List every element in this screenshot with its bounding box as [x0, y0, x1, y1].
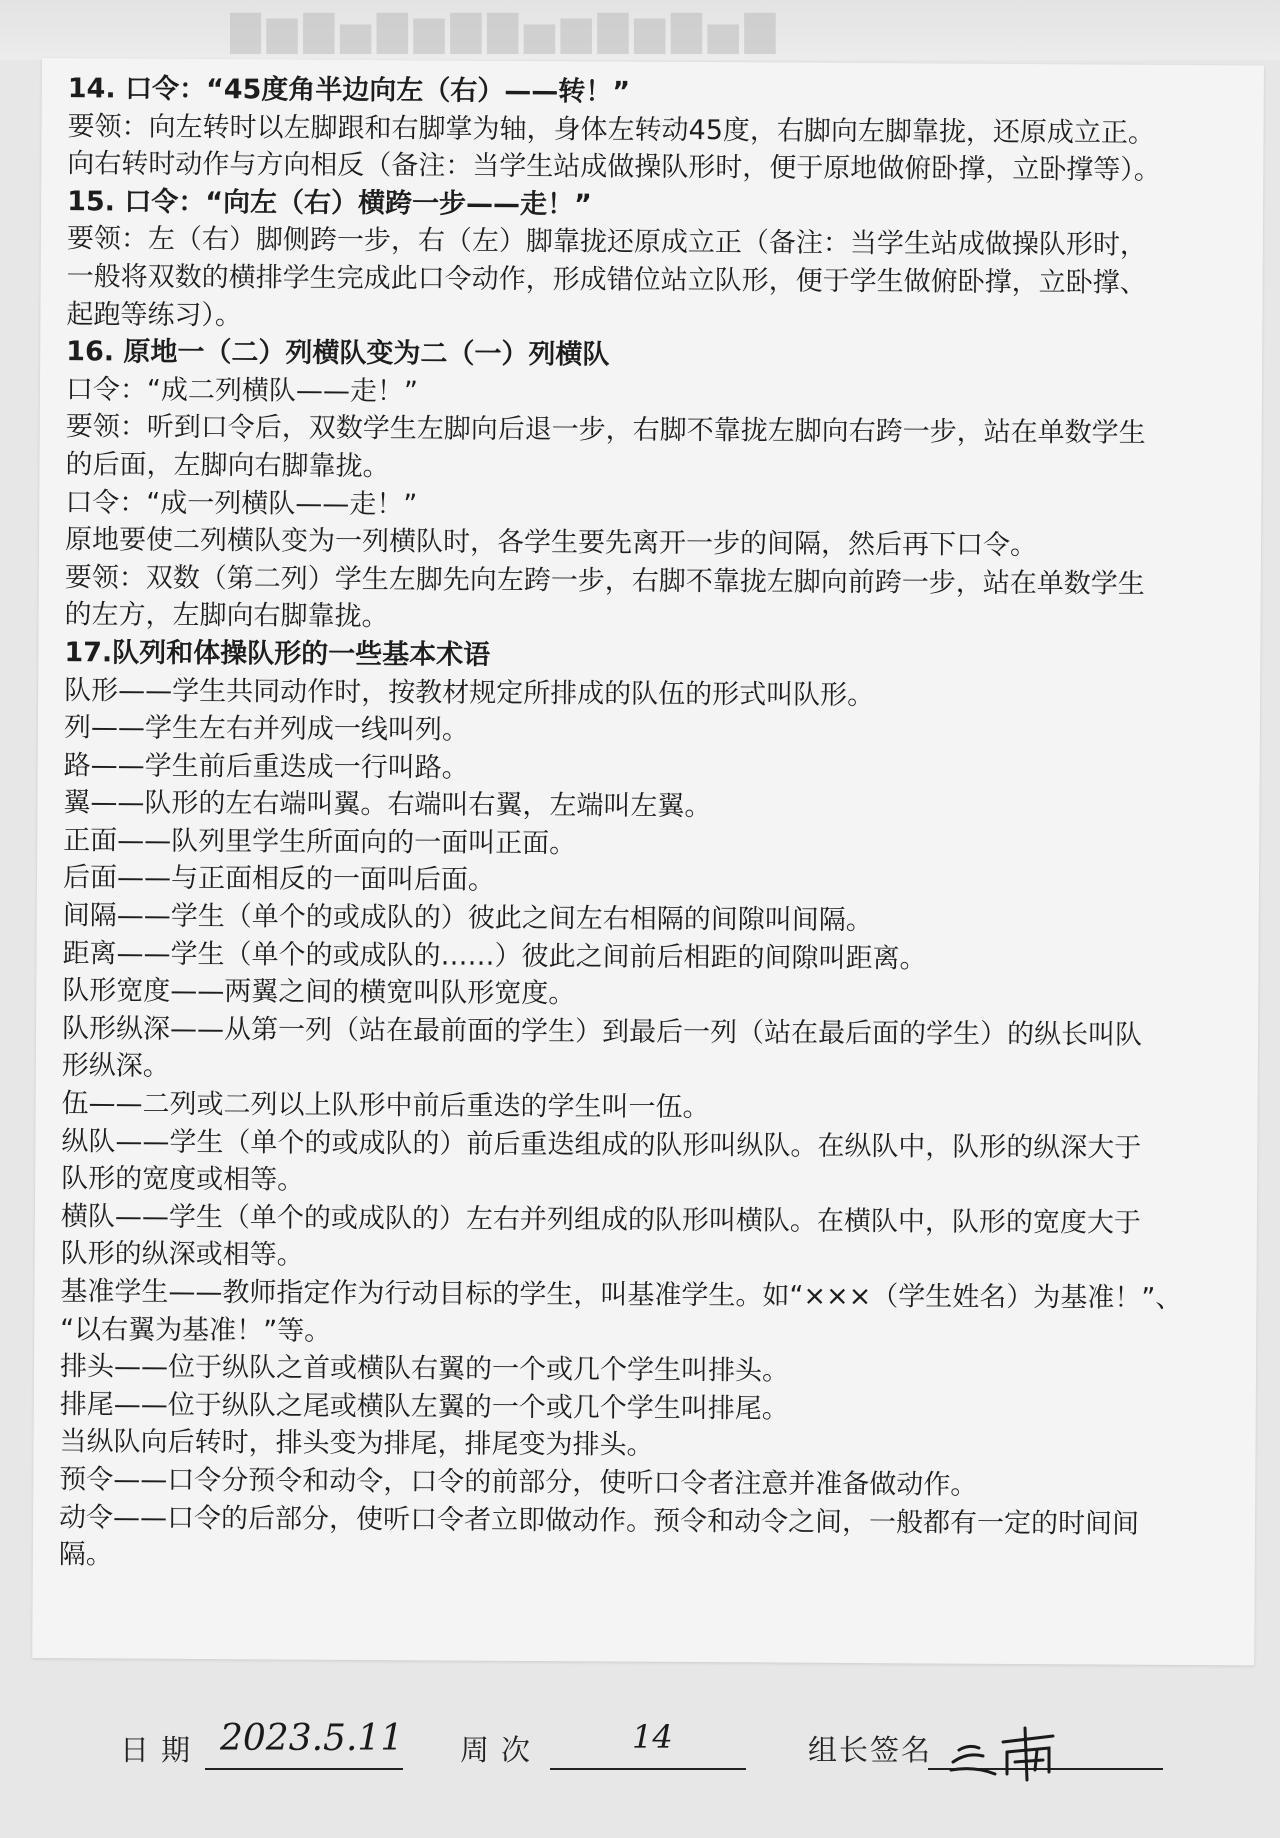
text-line: 正面——队列里学生所面向的一面叫正面。: [63, 825, 577, 860]
text-line: 队形——学生共同动作时，按教材规定所排成的队伍的形式叫队形。: [64, 674, 875, 711]
text-line: 纵队——学生（单个的或成队的）前后重迭组成的队形叫纵队。在纵队中，队形的纵深大于: [61, 1125, 1142, 1164]
text-line: 口令：“成二列横队——走！”: [65, 373, 419, 408]
date-rule: [205, 1768, 403, 1770]
text-line: 一般将双数的横排学生完成此口令动作，形成错位站立队形，便于学生做俯卧撑，立卧撑、: [66, 261, 1147, 299]
text-line: 预令——口令分预令和动令，口令的前部分，使听口令者注意并准备做动作。: [59, 1464, 978, 1501]
document-sheet: [32, 58, 1264, 1665]
text-line: 的后面，左脚向右脚靠拢。: [65, 449, 390, 483]
week-value: 14: [632, 1718, 673, 1756]
section-heading: 16. 原地一（二）列横队变为二（一）列横队: [66, 336, 610, 371]
text-line: 队形宽度——两翼之间的横宽叫队形宽度。: [62, 975, 576, 1010]
text-line: 的左方，左脚向右脚靠拢。: [64, 599, 389, 633]
text-line: 距离——学生（单个的或成队的……）彼此之间前后相距的间隙叫距离。: [62, 937, 927, 975]
handwritten-signature: [945, 1722, 1065, 1782]
text-line: 要领：左（右）脚侧跨一步，右（左）脚靠拢还原成立正（备注：当学生站成做操队形时，: [66, 223, 1147, 262]
text-line: 伍——二列或二列以上队形中前后重迭的学生叫一伍。: [61, 1088, 710, 1124]
page-top-bleed: [0, 0, 1280, 60]
text-line: 队形的宽度或相等。: [61, 1163, 305, 1196]
document-body: [59, 70, 1248, 1581]
section-heading: 15. 口令：“向左（右）横跨一步——走！”: [67, 185, 592, 221]
text-line: 横队——学生（单个的或成队的）左右并列组成的队形叫横队。在横队中，队形的宽度大于: [60, 1200, 1141, 1239]
text-line: 隔。: [58, 1539, 113, 1571]
text-line: 基准学生——教师指定作为行动目标的学生，叫基准学生。如“×××（学生姓名）为基准！”、: [60, 1276, 1183, 1314]
text-line: 动令——口令的后部分，使听口令者立即做动作。预令和动令之间，一般都有一定的时间间: [58, 1501, 1140, 1540]
text-line: 要领：听到口令后，双数学生左脚向后退一步，右脚不靠拢左脚向右跨一步，站在单数学生: [65, 411, 1146, 450]
text-line: 向右转时动作与方向相反（备注：当学生站成做操队形时，便于原地做俯卧撑，立卧撑等）。: [67, 148, 1161, 187]
week-rule: [550, 1768, 746, 1770]
text-line: 口令：“成一列横队——走！”: [65, 486, 418, 520]
text-line: 排头——位于纵队之首或横队右翼的一个或几个学生叫排头。: [59, 1351, 790, 1387]
text-line: 队形纵深——从第一列（站在最前面的学生）到最后一列（站在最后面的学生）的纵长叫队: [61, 1012, 1143, 1051]
text-line: 形纵深。: [61, 1050, 170, 1083]
text-line: 要领：双数（第二列）学生左脚先向左跨一步，右脚不靠拢左脚向前跨一步，站在单数学生: [64, 561, 1145, 600]
text-line: 队形的纵深或相等。: [60, 1238, 304, 1272]
text-line: 起跑等练习）。: [66, 298, 243, 331]
week-label: 周次: [460, 1733, 543, 1767]
section-heading: 17.队列和体操队形的一些基本术语: [64, 637, 491, 671]
text-line: 间隔——学生（单个的或成队的）彼此之间左右相隔的间隙叫间隔。: [62, 900, 873, 937]
text-line: 列——学生左右并列成一线叫列。: [63, 712, 469, 746]
date-label: 日期: [120, 1733, 203, 1767]
text-line: 当纵队向后转时，排头变为排尾，排尾变为排头。: [59, 1426, 654, 1462]
text-line: 路——学生前后重迭成一行叫路。: [63, 749, 469, 784]
section-heading: 14. 口令：“45度角半边向左（右）——转！”: [67, 73, 631, 108]
text-line: 要领：向左转时以左脚跟和右脚掌为轴，身体左转动45度，右脚向左脚靠拢，还原成立正。: [67, 110, 1156, 149]
text-line: 排尾——位于纵队之尾或横队左翼的一个或几个学生叫排尾。: [59, 1388, 789, 1425]
signature-label: 组长签名: [808, 1733, 933, 1767]
bleed-through-text: ▇▆▇▅▇▆▇▇▅▆▇▆▇▅▇: [230, 8, 782, 54]
text-line: 翼——队形的左右端叫翼。右端叫右翼，左端叫左翼。: [63, 787, 712, 823]
text-line: 后面——与正面相反的一面叫后面。: [62, 862, 496, 897]
date-value: 2023.5.11: [220, 1718, 404, 1759]
text-line: “以右翼为基准！”等。: [60, 1313, 332, 1347]
text-line: 原地要使二列横队变为一列横队时，各学生要先离开一步的间隔，然后再下口令。: [64, 524, 1038, 562]
